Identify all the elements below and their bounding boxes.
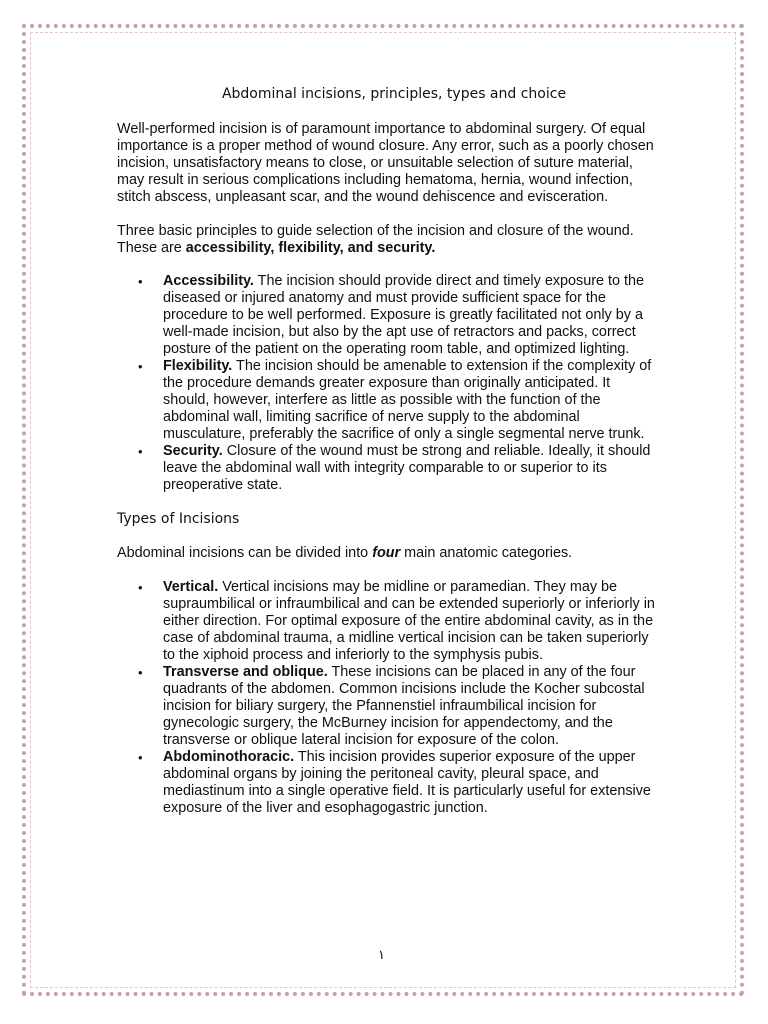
list-item-abdominothoracic <box>117 749 657 817</box>
list-item-text: This incision provides superior exposure of the upper abdominal organs by joining the peritoneal cavity, pleural space, and mediastinum into a single operative field. It is particularly useful for extensive exposure of the liver and esophagogastric junction. <box>163 749 651 816</box>
types-intro-before: Abdominal incisions can be divided into <box>117 545 373 561</box>
list-item-text: These incisions can be placed in any of the four quadrants of the abdomen. Common incisions include the Kocher subcostal incision for biliary surgery, the Pfannenstiel infraumbilical incision for gynecologic surgery, the McBurney incision for appendectomy, and the transverse or oblique lateral incision for exposure of the colon. <box>163 664 645 748</box>
types-intro-paragraph <box>117 545 657 562</box>
list-item-term: Abdominothoracic. <box>163 749 295 765</box>
types-intro-emphasis: four <box>372 545 401 561</box>
principles-intro-text: Three basic principles to guide selection of the incision and closure of the wound. These are <box>117 223 634 256</box>
list-item-transverse <box>117 664 657 749</box>
list-item-text: The incision should provide direct and timely exposure to the diseased or injured anatomy and must provide sufficient space for the procedure to be well performed. Exposure is greatly facilitated not only by a well-made incision, but also by the apt use of retractors and packs, correct posture of the patient on the operating room table, and optimized lighting. <box>163 273 645 357</box>
list-item-term: Flexibility. <box>163 358 233 374</box>
list-item-text: The incision should be amenable to extension if the complexity of the procedure demands greater exposure than originally anticipated. It should, however, interfere as little as possible with the function of the abdominal wall, limiting sacrifice of nerve supply to the abdominal musculature, preferably the sacrifice of only a single segmental nerve trunk. <box>163 358 652 442</box>
types-list <box>117 579 657 817</box>
list-item-term: Vertical. <box>163 579 219 595</box>
list-item-flexibility <box>117 358 657 443</box>
list-item-term: Security. <box>163 443 223 459</box>
types-section-heading: Types of Incisions <box>117 511 240 527</box>
list-item-vertical <box>117 579 657 664</box>
document-title: Abdominal incisions, principles, types and choice <box>221 86 567 102</box>
document-body <box>117 86 657 817</box>
list-item-text: Vertical incisions may be midline or paramedian. They may be supraumbilical or infraumbilical and can be extended superiorly or inferiorly in either direction. For optimal exposure of the entire abdominal cavity, as in the case of abdominal trauma, a midline vertical incision can be taken superiorly to the xiphoid process and inferiorly to the symphysis pubis. <box>163 579 655 663</box>
list-item-term: Transverse and oblique. <box>163 664 328 680</box>
page-number: ١ <box>378 948 385 963</box>
list-item-accessibility <box>117 273 657 358</box>
list-item-term: Accessibility. <box>163 273 254 289</box>
types-intro-after: main anatomic categories. <box>400 545 573 561</box>
principles-intro-paragraph <box>117 223 657 257</box>
intro-paragraph: Well-performed incision is of paramount importance to abdominal surgery. Of equal importance is a proper method of wound closure. Any error, such as a poorly chosen incision, unsatisfactory means to close, or unsuitable selection of suture material, may result in serious complications including hematoma, hernia, wound infection, stitch abscess, unpleasant scar, and the wound dehiscence and evisceration. <box>117 121 654 205</box>
list-item-security <box>117 443 657 494</box>
list-item-text: Closure of the wound must be strong and reliable. Ideally, it should leave the abdominal wall with integrity comparable to or superior to its preoperative state. <box>163 443 651 493</box>
principles-list <box>117 273 657 494</box>
principles-bold-text: accessibility, flexibility, and security. <box>185 240 436 256</box>
